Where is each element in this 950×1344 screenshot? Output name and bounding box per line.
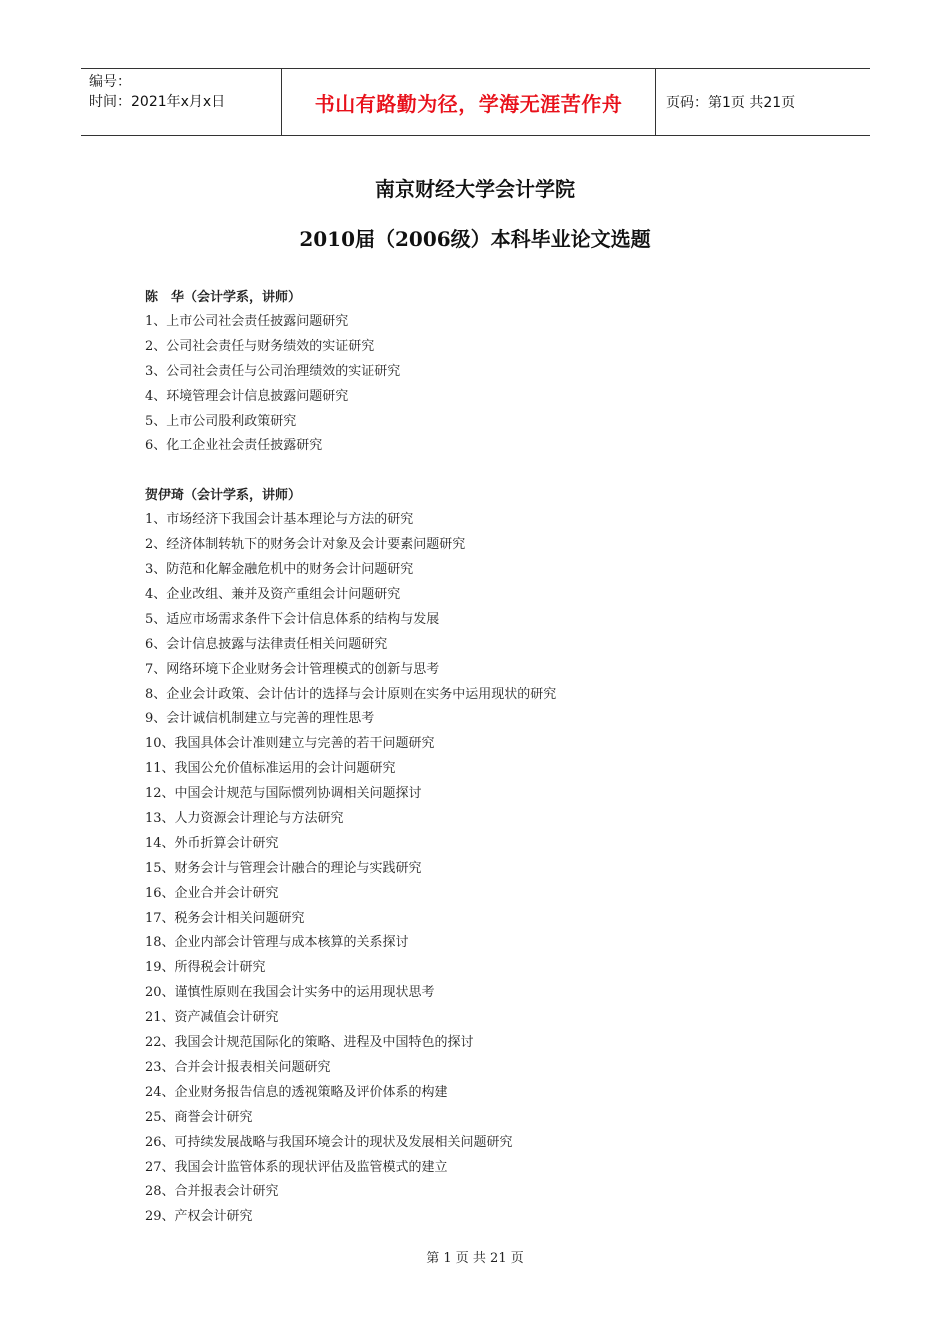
list-item: 12、中国会计规范与国际惯列协调相关问题探讨 [145, 786, 422, 802]
list-item: 25、商誉会计研究 [145, 1109, 253, 1125]
list-item: 6、会计信息披露与法律责任相关问题研究 [145, 636, 388, 652]
section-he-yiqi [145, 483, 556, 1230]
list-item: 3、防范和化解金融危机中的财务会计问题研究 [145, 562, 414, 578]
list-item: 3、公司社会责任与公司治理绩效的实证研究 [145, 363, 401, 379]
list-item: 21、资产减值会计研究 [145, 1010, 279, 1026]
serial-label: 编号： [89, 74, 131, 90]
list-item: 5、上市公司股利政策研究 [145, 413, 297, 429]
list-item: 7、网络环境下企业财务会计管理模式的创新与思考 [145, 661, 440, 677]
time-label: 时间：2021年x月x日 [89, 94, 226, 110]
list-item: 24、企业财务报告信息的透视策略及评价体系的构建 [145, 1084, 448, 1100]
header-meta-cell [81, 69, 282, 135]
list-item: 11、我国公允价值标准运用的会计问题研究 [145, 761, 396, 777]
section-heading: 陈 华（会计学系，讲师） [145, 290, 302, 305]
topic-list [145, 285, 556, 1230]
list-item: 2、经济体制转轨下的财务会计对象及会计要素问题研究 [145, 537, 466, 553]
page-info-cell [656, 69, 870, 135]
list-item: 14、外币折算会计研究 [145, 835, 279, 851]
list-item: 23、合并会计报表相关问题研究 [145, 1059, 331, 1075]
page-info-text: 页码：第1页 共21页 [666, 95, 796, 111]
list-item: 19、所得税会计研究 [145, 960, 266, 976]
document-subtitle: 2010届（2006级）本科毕业论文选题 [299, 227, 651, 251]
list-item: 10、我国具体会计准则建立与完善的若干问题研究 [145, 736, 435, 752]
document-title: 南京财经大学会计学院 [375, 177, 575, 201]
list-item: 5、适应市场需求条件下会计信息体系的结构与发展 [145, 611, 440, 627]
list-item: 16、企业合并会计研究 [145, 885, 279, 901]
page-footer: 第 1 页 共 21 页 [426, 1251, 524, 1266]
list-item: 28、合并报表会计研究 [145, 1184, 279, 1200]
list-item: 8、企业会计政策、会计估计的选择与会计原则在实务中运用现状的研究 [145, 686, 557, 702]
list-item: 6、化工企业社会责任披露研究 [145, 438, 323, 454]
list-item: 9、会计诚信机制建立与完善的理性思考 [145, 711, 375, 727]
section-chen-hua [145, 285, 556, 459]
list-item: 26、可持续发展战略与我国环境会计的现状及发展相关问题研究 [145, 1134, 513, 1150]
list-item: 1、上市公司社会责任披露问题研究 [145, 314, 349, 329]
motto-text: 书山有路勤为径，学海无涯苦作舟 [314, 91, 623, 116]
list-item: 20、谨慎性原则在我国会计实务中的运用现状思考 [145, 985, 435, 1001]
list-item: 17、税务会计相关问题研究 [145, 910, 305, 926]
list-item: 13、人力资源会计理论与方法研究 [145, 811, 344, 827]
list-item: 18、企业内部会计管理与成本核算的关系探讨 [145, 935, 409, 951]
section-spacer [145, 459, 556, 483]
list-item: 2、公司社会责任与财务绩效的实证研究 [145, 338, 375, 354]
list-item: 22、我国会计规范国际化的策略、进程及中国特色的探讨 [145, 1035, 474, 1051]
list-item: 4、企业改组、兼并及资产重组会计问题研究 [145, 587, 401, 603]
motto-cell [282, 69, 656, 135]
list-item: 27、我国会计监管体系的现状评估及监管模式的建立 [145, 1159, 448, 1175]
list-item: 29、产权会计研究 [145, 1209, 253, 1225]
section-heading: 贺伊琦（会计学系，讲师） [145, 488, 302, 504]
list-item: 1、市场经济下我国会计基本理论与方法的研究 [145, 512, 414, 528]
list-item: 15、财务会计与管理会计融合的理论与实践研究 [145, 860, 422, 876]
list-item: 4、环境管理会计信息披露问题研究 [145, 388, 349, 404]
header-table [81, 68, 870, 136]
